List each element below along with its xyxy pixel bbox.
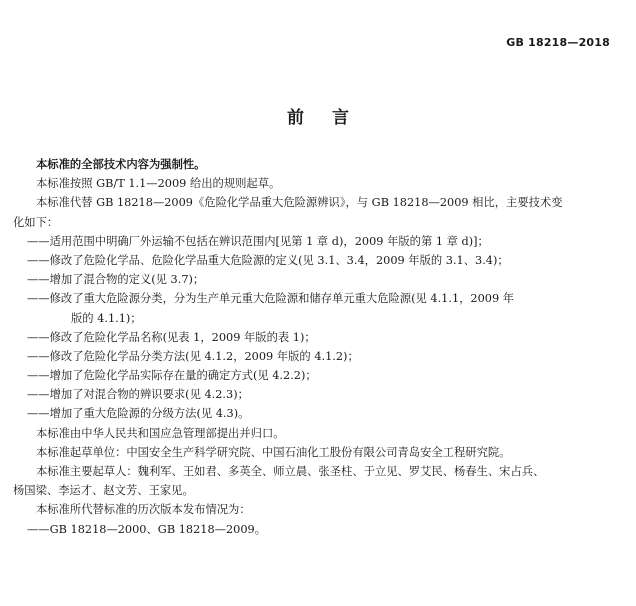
- paragraph-mandatory: 本标准的全部技术内容为强制性。: [36, 157, 206, 171]
- page-title: 前言: [287, 108, 377, 128]
- change-item-classification-cont: 版的 4.1.1)；: [71, 311, 142, 325]
- change-item-names: ——修改了危险化学品名称(见表 1，2009 年版的表 1)；: [27, 330, 316, 344]
- paragraph-drafters-line1: 本标准主要起草人：魏利军、王如君、多英全、师立晨、张圣柱、于立见、罗艾民、杨春生、宋占兵、: [36, 465, 545, 478]
- paragraph-replaces-line2: 化如下：: [13, 215, 59, 229]
- paragraph-edition-list: ——GB 18218—2000、GB 18218—2009。: [27, 522, 266, 536]
- paragraph-drafting-units: 本标准起草单位：中国安全生产科学研究院、中国石油化工股份有限公司青岛安全工程研究院。: [36, 445, 511, 459]
- change-item-definitions: ——修改了危险化学品、危险化学品重大危险源的定义(见 3.1、3.4，2009 年版的 3.1、3.4)；: [27, 253, 509, 267]
- change-item-mixture-definition: ——增加了混合物的定义(见 3.7)；: [27, 273, 205, 287]
- change-item-scope: ——适用范围中明确厂外运输不包括在辨识范围内[见第 1 章 d)，2009 年版的第 1 章 d)]；: [27, 234, 489, 248]
- change-item-classification: ——修改了重大危险源分类，分为生产单元重大危险源和储存单元重大危险源(见 4.1.1，2009 年: [27, 292, 515, 306]
- change-item-classification-method: ——修改了危险化学品分类方法(见 4.1.2，2009 年版的 4.1.2)；: [27, 349, 359, 363]
- change-item-actual-quantity: ——增加了危险化学品实际存在量的确定方式(见 4.2.2)；: [27, 369, 317, 383]
- paragraph-proposed-by: 本标准由中华人民共和国应急管理部提出并归口。: [36, 426, 285, 440]
- paragraph-previous-editions: 本标准所代替标准的历次版本发布情况为：: [36, 503, 251, 517]
- standard-number: GB 18218—2018: [506, 36, 610, 49]
- change-item-grading: ——增加了重大危险源的分级方法(见 4.3)。: [27, 407, 250, 421]
- change-item-mixture-identification: ——增加了对混合物的辨识要求(见 4.2.3)；: [27, 388, 249, 402]
- document-body: [13, 155, 625, 539]
- paragraph-replaces-line1: 本标准代替 GB 18218—2009《危险化学品重大危险源辨识》，与 GB 18218—2009 相比，主要技术变: [36, 196, 563, 210]
- paragraph-drafting-rules: 本标准按照 GB/T 1.1—2009 给出的规则起草。: [36, 177, 281, 191]
- paragraph-drafters-line2: 杨国梁、李运才、赵文芳、王家见。: [13, 484, 194, 498]
